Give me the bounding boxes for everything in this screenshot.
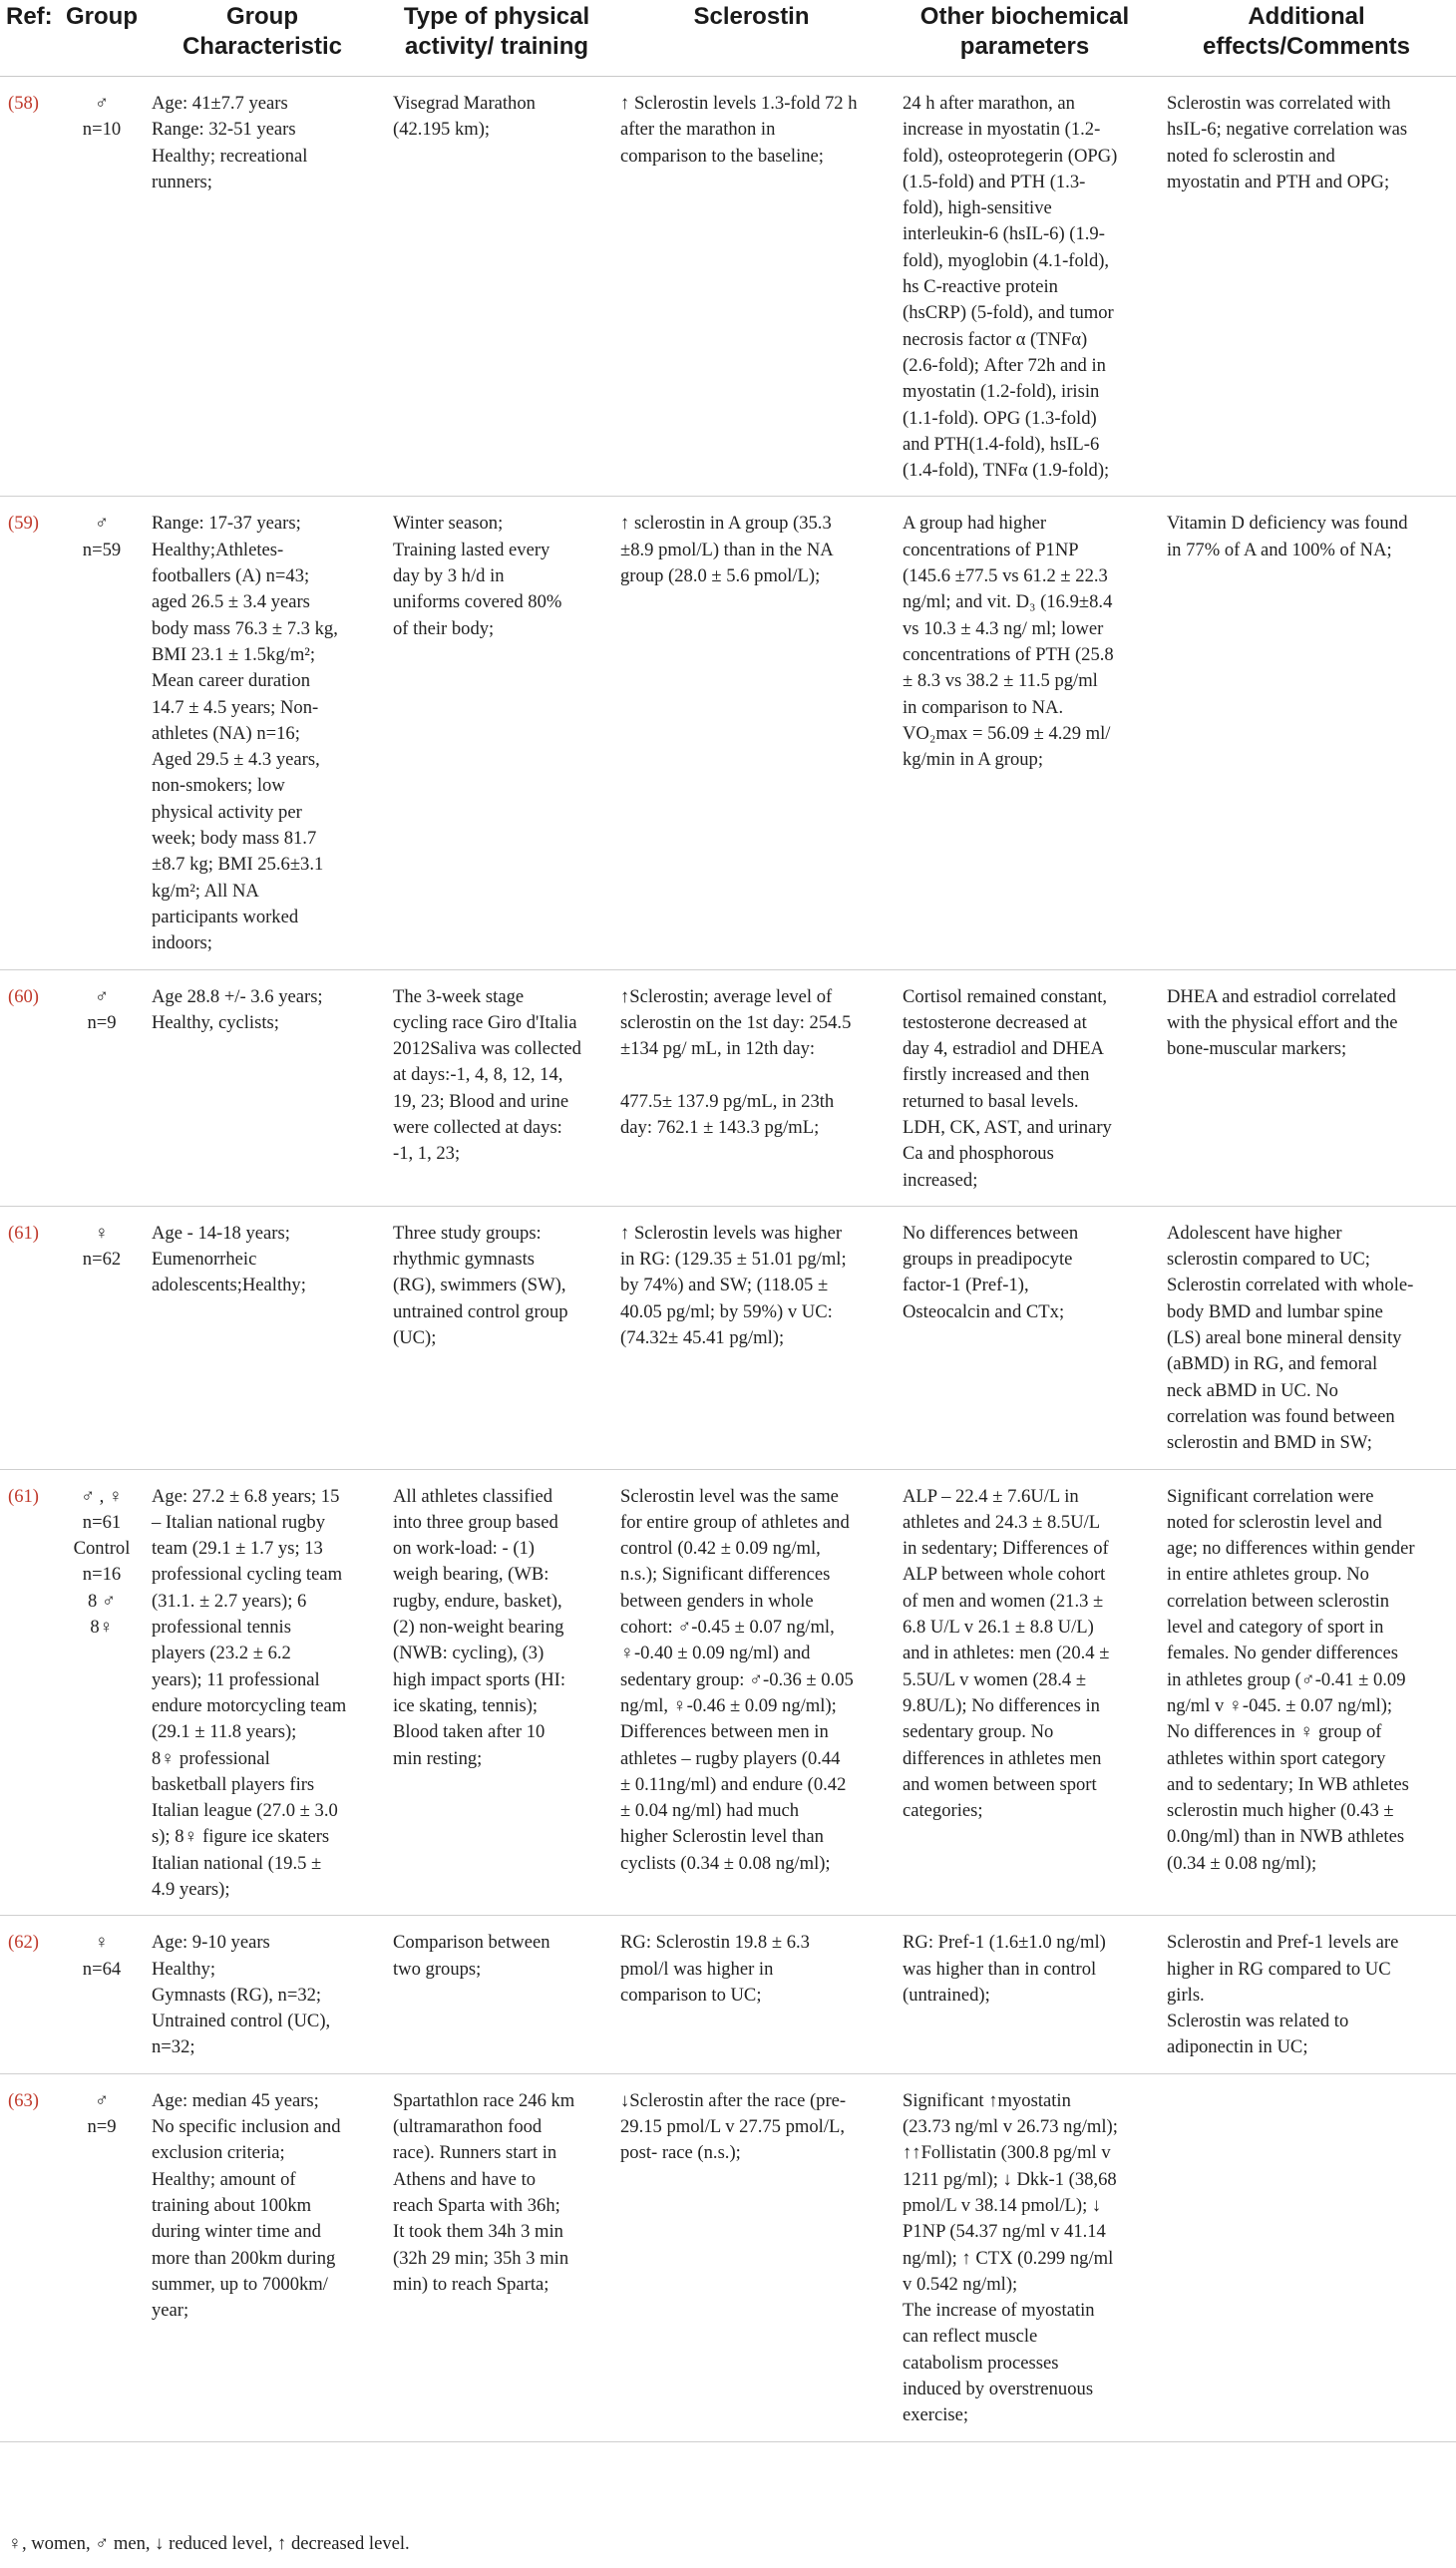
header-characteristic: Group Characteristic [142,0,383,77]
cell-activity: Spartathlon race 246 km (ultramarathon food race). Runners start in Athens and have to reach Sparta with 36h; It took them 34h 3 min (32h 29 min; 35h 3 min min) to reach Sparta; [383,2073,610,2441]
ref-link[interactable]: (60) [0,969,62,1206]
cell-characteristic: Age: 41±7.7 years Range: 32-51 years Healthy; recreational runners; [142,77,383,497]
cell-group [62,2073,142,2441]
header-group: Group [62,0,142,77]
cell-sclerostin: ↑ Sclerostin levels was higher in RG: (129.35 ± 51.01 pg/ml; by 74%) and SW; (118.05 ± 40.05 pg/ml; by 59%) v UC: (74.32± 45.41 pg/ml); [610,1206,893,1469]
cell-comments: Sclerostin and Pref-1 levels are higher in RG compared to UC girls. Sclerostin was related to adiponectin in UC; [1157,1916,1456,2073]
cell-characteristic: Age - 14-18 years; Eumenorrheic adolescents;Healthy; [142,1206,383,1469]
cell-biochemical: Significant ↑myostatin (23.73 ng/ml v 26.73 ng/ml); ↑↑Follistatin (300.8 pg/ml v 1211 pg/ml); ↓ Dkk-1 (38,68 pmol/L v 38.14 pmol/L); ↓ P1NP (54.37 ng/ml v 41.14 ng/ml); ↑ CTX (0.299 ng/ml v 0.542 ng/ml); The increase of myostatin can reflect muscle catabolism processes induced by overstrenuous exercise; [893,2073,1157,2441]
table-row [0,1206,1456,1469]
cell-comments: DHEA and estradiol correlated with the physical effort and the bone-muscular markers; [1157,969,1456,1206]
cell-sclerostin: Sclerostin level was the same for entire group of athletes and control (0.42 ± 0.09 ng/ml, n.s.); Significant differences between genders in whole cohort: ♂-0.45 ± 0.07 ng/ml, ♀-0.40 ± 0.09 ng/ml) and sedentary group: ♂-0.36 ± 0.05 ng/ml, ♀-0.46 ± 0.09 ng/ml); Differences between men in athletes – rugby players (0.44 ± 0.11ng/ml) and endure (0.42 ± 0.04 ng/ml) had much higher Sclerostin level than cyclists (0.34 ± 0.08 ng/ml); [610,1469,893,1916]
group-line: ♂ [95,513,109,535]
header-activity: Type of physical activity/ training [383,0,610,77]
ref-link[interactable]: (61) [0,1206,62,1469]
header-sclerostin: Sclerostin [610,0,893,77]
group-line: ♀ [95,1222,109,1244]
cell-activity: All athletes classified into three group based on work-load: - (1) weigh bearing, (WB: rugby, endure, basket), (2) non-weight bearing (NWB: cycling), (3) high impact sports (HI: ice skating, tennis); Blood taken after 10 min resting; [383,1469,610,1916]
cell-group [62,77,142,497]
cell-group [62,969,142,1206]
cell-activity: Winter season; Training lasted every day by 3 h/d in uniforms covered 80% of their body; [383,497,610,969]
group-line: n=64 [82,1958,122,1980]
group-line: 8♀ [90,1617,114,1639]
group-line: n=9 [87,2116,117,2138]
ref-link[interactable]: (63) [0,2073,62,2441]
group-line: ♂ [95,2089,109,2111]
table-row [0,77,1456,497]
group-line: n=10 [82,119,122,141]
table-body [0,77,1456,2442]
cell-biochemical: 24 h after marathon, an increase in myostatin (1.2- fold), osteoprotegerin (OPG) (1.5-fold) and PTH (1.3- fold), high-sensitive interleukin-6 (hsIL-6) (1.9- fold), myoglobin (4.1-fold), hs C-reactive protein (hsCRP) (5-fold), and tumor necrosis factor α (TNFα) (2.6-fold); After 72h and in myostatin (1.2-fold), irisin (1.1-fold). OPG (1.3-fold) and PTH(1.4-fold), hsIL-6 (1.4-fold), TNFα (1.9-fold); [893,77,1157,497]
cell-comments: Adolescent have higher sclerostin compared to UC; Sclerostin correlated with whole- body BMD and lumbar spine (LS) areal bone mineral density (aBMD) in RG, and femoral neck aBMD in UC. No correlation was found between sclerostin and BMD in SW; [1157,1206,1456,1469]
group-line: n=62 [82,1249,122,1271]
ref-link[interactable]: (61) [0,1469,62,1916]
group-line: n=59 [82,539,122,560]
cell-comments [1157,2073,1456,2441]
cell-sclerostin: ↓Sclerostin after the race (pre- 29.15 pmol/L v 27.75 pmol/L, post- race (n.s.); [610,2073,893,2441]
cell-characteristic: Age: median 45 years; No specific inclusion and exclusion criteria; Healthy; amount of training about 100km during winter time and more than 200km during summer, up to 7000km/ year; [142,2073,383,2441]
table-row [0,1469,1456,1916]
footnote: ♀, women, ♂ men, ↓ reduced level, ↑ decreased level. [8,2533,410,2554]
cell-sclerostin: RG: Sclerostin 19.8 ± 6.3 pmol/l was higher in comparison to UC; [610,1916,893,2073]
group-line: ♀ [95,1932,109,1954]
cell-comments: Sclerostin was correlated with hsIL-6; negative correlation was noted fo sclerostin and myostatin and PTH and OPG; [1157,77,1456,497]
table-row [0,969,1456,1206]
group-line: ♂ [95,985,109,1007]
group-line: n=9 [87,1011,117,1033]
group-line: 8 ♂ [88,1590,116,1612]
cell-activity: The 3-week stage cycling race Giro d'Italia 2012Saliva was collected at days:-1, 4, 8, 12, 14, 19, 23; Blood and urine were collected at days: -1, 1, 23; [383,969,610,1206]
header-biochemical: Other biochemical parameters [893,0,1157,77]
ref-link[interactable]: (59) [0,497,62,969]
group-line: Control [73,1538,131,1560]
cell-sclerostin: ↑ Sclerostin levels 1.3-fold 72 h after the marathon in comparison to the baseline; [610,77,893,497]
ref-link[interactable]: (62) [0,1916,62,2073]
cell-characteristic: Age: 27.2 ± 6.8 years; 15 – Italian national rugby team (29.1 ± 1.7 ys; 13 professional cycling team (31.1. ± 2.7 years); 6 professional tennis players (23.2 ± 6.2 years); 11 professional endure motorcycling team (29.1 ± 11.8 years); 8♀ professional basketball players firs Italian league (27.0 ± 3.0 s); 8♀ figure ice skaters Italian national (19.5 ± 4.9 years); [142,1469,383,1916]
cell-characteristic: Range: 17-37 years; Healthy;Athletes- footballers (A) n=43; aged 26.5 ± 3.4 years body mass 76.3 ± 7.3 kg, BMI 23.1 ± 1.5kg/m²; Mean career duration 14.7 ± 4.5 years; Non- athletes (NA) n=16; Aged 29.5 ± 4.3 years, non-smokers; low physical activity per week; body mass 81.7 ±8.7 kg; BMI 25.6±3.1 kg/m²; All NA participants worked indoors; [142,497,383,969]
cell-sclerostin: ↑Sclerostin; average level of sclerostin on the 1st day: 254.5 ±134 pg/ mL, in 12th day: 477.5± 137.9 pg/mL, in 23th day: 762.1 ± 143.3 pg/mL; [610,969,893,1206]
group-line: n=61 [82,1511,122,1533]
table-row [0,2073,1456,2441]
cell-group [62,1469,142,1916]
group-line: ♂ , ♀ [81,1485,123,1507]
cell-characteristic: Age: 9-10 years Healthy; Gymnasts (RG), n=32; Untrained control (UC), n=32; [142,1916,383,2073]
group-line: n=16 [82,1564,122,1586]
header-comments: Additional effects/Comments [1157,0,1456,77]
cell-sclerostin: ↑ sclerostin in A group (35.3 ±8.9 pmol/L) than in the NA group (28.0 ± 5.6 pmol/L); [610,497,893,969]
cell-activity: Visegrad Marathon (42.195 km); [383,77,610,497]
cell-activity: Three study groups: rhythmic gymnasts (RG), swimmers (SW), untrained control group (UC); [383,1206,610,1469]
cell-comments: Significant correlation were noted for sclerostin level and age; no differences within gender in entire athletes group. No correlation between sclerostin level and category of sport in females. No gender differences in athletes group (♂-0.41 ± 0.09 ng/ml v ♀-045. ± 0.07 ng/ml); No differences in ♀ group of athletes within sport category and to sedentary; In WB athletes sclerostin much higher (0.43 ± 0.0ng/ml) than in NWB athletes (0.34 ± 0.08 ng/ml); [1157,1469,1456,1916]
cell-biochemical: ALP – 22.4 ± 7.6U/L in athletes and 24.3 ± 8.5U/L in sedentary; Differences of ALP between whole cohort of men and women (21.3 ± 6.8 U/L v 26.1 ± 8.8 U/L) and in athletes: men (20.4 ± 5.5U/L v women (28.4 ± 9.8U/L); No differences in sedentary group. No differences in athletes men and women between sport categories; [893,1469,1157,1916]
ref-link[interactable]: (58) [0,77,62,497]
cell-comments: Vitamin D deficiency was found in 77% of A and 100% of NA; [1157,497,1456,969]
cell-group [62,1916,142,2073]
header-row [0,0,1456,77]
cell-biochemical: Cortisol remained constant, testosterone decreased at day 4, estradiol and DHEA firstly increased and then returned to basal levels. LDH, CK, AST, and urinary Ca and phosphorous increased; [893,969,1157,1206]
cell-group [62,497,142,969]
cell-biochemical: RG: Pref-1 (1.6±1.0 ng/ml) was higher than in control (untrained); [893,1916,1157,2073]
header-ref: Ref: [0,0,62,77]
table-row [0,497,1456,969]
cell-biochemical: A group had higher concentrations of P1NP (145.6 ±77.5 vs 61.2 ± 22.3 ng/ml; and vit. D₃ (16.9±8.4 vs 10.3 ± 4.3 ng/ ml; lower concentrations of PTH (25.8 ± 8.3 vs 38.2 ± 11.5 pg/ml in comparison to NA. VO₂max = 56.09 ± 4.29 ml/ kg/min in A group; [893,497,1157,969]
table-row [0,1916,1456,2073]
cell-activity: Comparison between two groups; [383,1916,610,2073]
cell-characteristic: Age 28.8 +/- 3.6 years; Healthy, cyclists; [142,969,383,1206]
cell-biochemical: No differences between groups in preadipocyte factor-1 (Pref-1), Osteocalcin and CTx; [893,1206,1157,1469]
group-line: ♂ [95,93,109,114]
cell-group [62,1206,142,1469]
